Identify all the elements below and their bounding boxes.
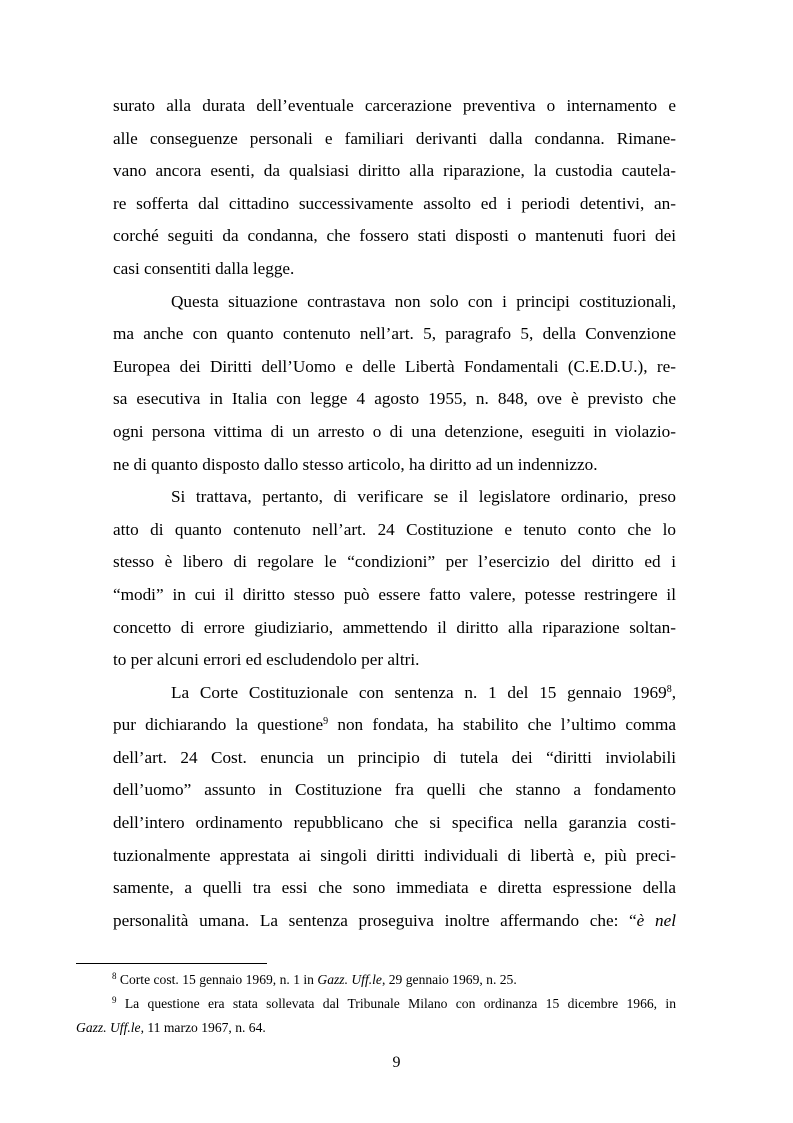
- footnote-number: 8: [112, 971, 117, 981]
- footnote-text: Corte cost. 15 gennaio 1969, n. 1 in: [119, 972, 318, 987]
- body-line: Questa situazione contrastava non solo con i principi costituzionali,: [171, 291, 676, 311]
- body-line: [113, 709, 676, 742]
- footnotes: [76, 968, 676, 1040]
- body-line: to per alcuni errori ed escludendolo per altri.: [113, 650, 420, 670]
- body-line: vano ancora esenti, da qualsiasi diritto alla riparazione, la custodia cautela-: [113, 161, 676, 181]
- body-text-run: pur dichiarando la questione: [113, 715, 324, 735]
- footnote-separator: [76, 963, 267, 964]
- body-line: ma anche con quanto contenuto nell’art. 5, paragrafo 5, della Convenzione: [113, 324, 676, 344]
- body-line: corché seguiti da condanna, che fossero stati disposti o mantenuti fuori dei: [113, 226, 676, 246]
- footnote-9: [76, 992, 676, 1016]
- body-line: Europea dei Diritti dell’Uomo e delle Libertà Fondamentali (C.E.D.U.), re-: [113, 356, 676, 376]
- body-text-run: ,: [671, 682, 676, 702]
- body-text: [113, 90, 676, 937]
- body-line: surato alla durata dell’eventuale carcerazione preventiva o internamento e: [113, 96, 676, 115]
- footnote-8: [76, 968, 676, 992]
- body-text-run: La Corte Costituzionale con sentenza n. 1 del 15 gennaio 1969: [171, 682, 667, 702]
- body-line: ogni persona vittima di un arresto o di una detenzione, eseguiti in violazio-: [113, 421, 676, 441]
- italic-quote-start: è nel: [636, 910, 676, 930]
- footnote-9-cont: [76, 1016, 676, 1040]
- body-line: “modi” in cui il diritto stesso può essere fatto valere, potesse restringere il: [113, 584, 676, 604]
- body-text-run: non fondata, ha stabilito che l’ultimo comma: [328, 715, 676, 735]
- body-line: sa esecutiva in Italia con legge 4 agosto 1955, n. 848, ove è previsto che: [113, 389, 676, 409]
- body-line: dell’uomo” assunto in Costituzione fra quelli che stanno a fondamento: [113, 780, 676, 800]
- body-line: dell’intero ordinamento repubblicano che si specifica nella garanzia costi-: [113, 813, 676, 833]
- body-line: samente, a quelli tra essi che sono immediata e diretta espressione della: [113, 878, 676, 898]
- body-line: [113, 905, 676, 938]
- body-text-run: personalità umana. La sentenza proseguiva inoltre affermando che: “: [113, 910, 637, 930]
- page-number: 9: [392, 1054, 401, 1071]
- body-line: alle conseguenze personali e familiari derivanti dalla condanna. Rimane-: [113, 128, 676, 148]
- body-line: tuzionalmente apprestata ai singoli diritti individuali di libertà e, più preci-: [113, 845, 676, 865]
- body-line: dell’art. 24 Cost. enuncia un principio di tutela dei “diritti inviolabili: [113, 747, 676, 767]
- footnote-text: La questione era stata sollevata dal Tribunale Milano con ordinanza 15 dicembre 1966, in: [124, 996, 676, 1011]
- body-line: stesso è libero di regolare le “condizioni” per l’esercizio del diritto ed i: [113, 552, 676, 572]
- footnote-italic: Gazz. Uff.le: [76, 1020, 141, 1035]
- body-line: atto di quanto contenuto nell’art. 24 Costituzione e tenuto conto che lo: [113, 519, 676, 539]
- body-line: Si trattava, pertanto, di verificare se il legislatore ordinario, preso: [171, 487, 676, 507]
- footnote-italic: Gazz. Uff.le: [317, 972, 382, 987]
- footnote-text: , 29 gennaio 1969, n. 25.: [381, 972, 517, 987]
- footnote-ref-8: 8: [666, 683, 672, 695]
- footnote-ref-9: 9: [323, 716, 329, 728]
- footnote-text: , 11 marzo 1967, n. 64.: [140, 1020, 266, 1035]
- body-line: ne di quanto disposto dallo stesso articolo, ha diritto ad un indennizzo.: [113, 454, 598, 474]
- body-line: concetto di errore giudiziario, ammettendo il diritto alla riparazione soltan-: [113, 617, 676, 637]
- body-line: casi consentiti dalla legge.: [113, 258, 295, 278]
- body-line: [113, 677, 676, 710]
- body-line: re sofferta dal cittadino successivamente assolto ed i periodi detentivi, an-: [113, 193, 676, 213]
- footnote-number: 9: [112, 995, 117, 1005]
